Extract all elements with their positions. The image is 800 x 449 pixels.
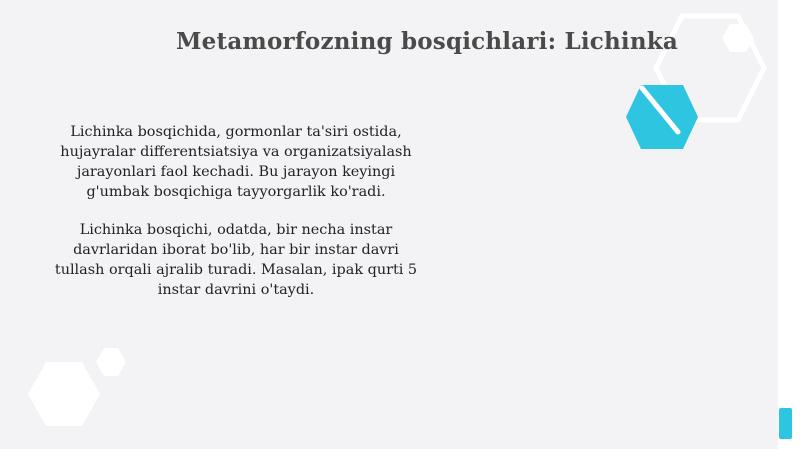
page-title: Metamorfozning bosqichlari: Lichinka: [176, 28, 679, 55]
cyan-hexagon: [626, 85, 698, 149]
tiny-white-hexagon: [96, 348, 126, 376]
scrollbar-thumb[interactable]: [779, 408, 792, 439]
paragraph-2: Lichinka bosqichi, odatda, bir necha instar davrlaridan iborat bo'lib, har bir instar davri tullash orqali ajralib turadi. Masalan, ipak qurti 5 instar davrini o'taydi.: [54, 222, 418, 298]
paragraph-1: Lichinka bosqichida, gormonlar ta'siri ostida, hujayralar differentsiatsiya va organizatsiyalash jarayonlari faol kechadi. Bu jarayon keyingi g'umbak bosqichiga tayyorgarlik ko'radi.: [60, 124, 412, 200]
small-white-hexagon: [722, 24, 754, 52]
slide-body: [50, 122, 422, 318]
scrollbar-track[interactable]: [778, 0, 800, 449]
white-hexagon-bottom-left: [28, 362, 100, 426]
